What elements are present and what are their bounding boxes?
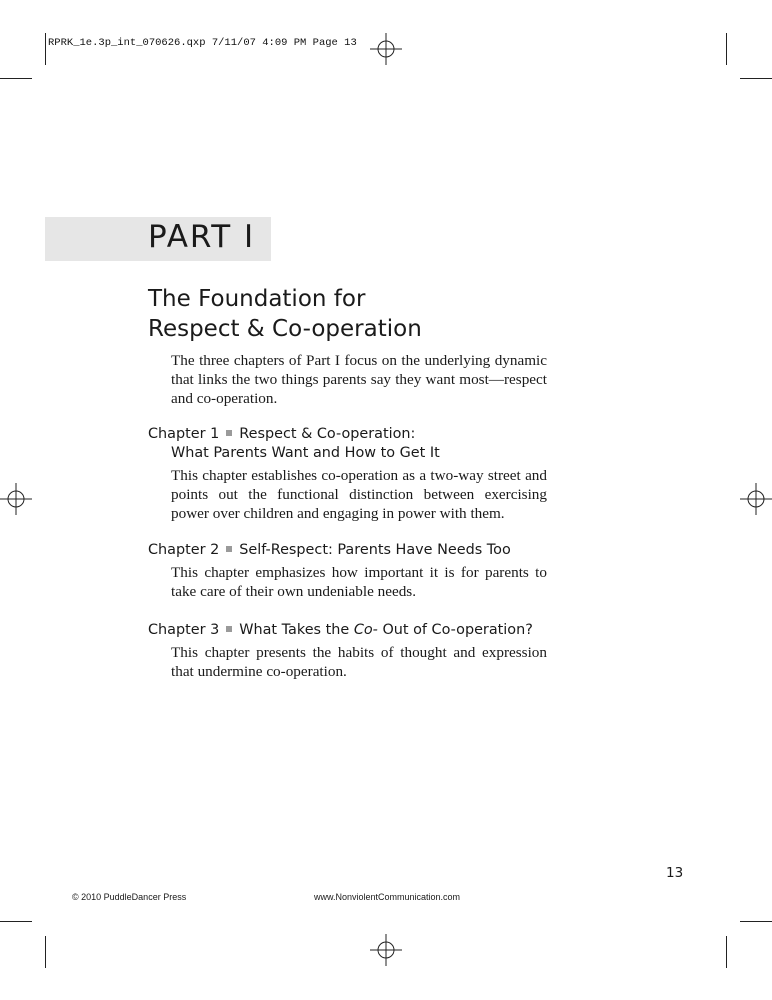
crop-mark-top-left-vertical [45, 33, 46, 65]
chapter-2-heading [148, 541, 511, 560]
chapter-3-title-end: Out of Co-operation? [377, 622, 533, 638]
chapter-2-title: Self-Respect: Parents Have Needs Too [239, 542, 511, 558]
crop-mark-bottom-right-horizontal [740, 921, 772, 922]
bullet-icon [226, 626, 232, 632]
footer-website: www.NonviolentCommunication.com [314, 892, 461, 902]
bullet-icon [226, 546, 232, 552]
chapter-1-number: Chapter 1 [148, 426, 220, 442]
section-heading [148, 284, 422, 344]
registration-mark-right-icon [740, 483, 772, 515]
bullet-icon [226, 430, 232, 436]
footer-copyright: © 2010 PuddleDancer Press [72, 892, 187, 902]
chapter-1-title-line-1: Respect & Co-operation: [239, 426, 416, 442]
registration-mark-left-icon [0, 483, 32, 515]
crop-mark-bottom-left-vertical [45, 936, 46, 968]
page-number: 13 [666, 865, 684, 881]
chapter-3-title-italic: Co- [353, 622, 378, 638]
crop-mark-bottom-right-vertical [726, 936, 727, 968]
chapter-3-number: Chapter 3 [148, 622, 220, 638]
chapter-2-number: Chapter 2 [148, 542, 220, 558]
chapter-1-title-line-2: What Parents Want and How to Get It [171, 445, 440, 461]
chapter-2-description: This chapter emphasizes how important it is for parents to take care of their own undeniable needs. [171, 564, 547, 600]
part-title: PART I [148, 219, 256, 255]
chapter-3-title-start: What Takes the [239, 622, 354, 638]
crop-mark-top-right-vertical [726, 33, 727, 65]
intro-paragraph: The three chapters of Part I focus on the underlying dynamic that links the two things parents say they want most—respect and co-operation. [171, 352, 547, 407]
crop-mark-bottom-left-horizontal [0, 921, 32, 922]
printer-slug: RPRK_1e.3p_int_070626.qxp 7/11/07 4:09 PM Page 13 [48, 37, 357, 49]
chapter-1-description: This chapter establishes co-operation as a two-way street and points out the functional distinction between exercising power over children and engaging in power with them. [171, 467, 547, 522]
crop-mark-top-left-horizontal [0, 78, 32, 79]
registration-mark-bottom-icon [370, 934, 402, 966]
registration-mark-top-icon [370, 33, 402, 65]
chapter-3-heading [148, 621, 533, 640]
section-heading-line-2: Respect & Co-operation [148, 316, 422, 342]
chapter-3-description: This chapter presents the habits of thought and expression that undermine co-operation. [171, 644, 547, 680]
section-heading-line-1: The Foundation for [148, 286, 366, 312]
chapter-1-heading [148, 425, 440, 463]
crop-mark-top-right-horizontal [740, 78, 772, 79]
